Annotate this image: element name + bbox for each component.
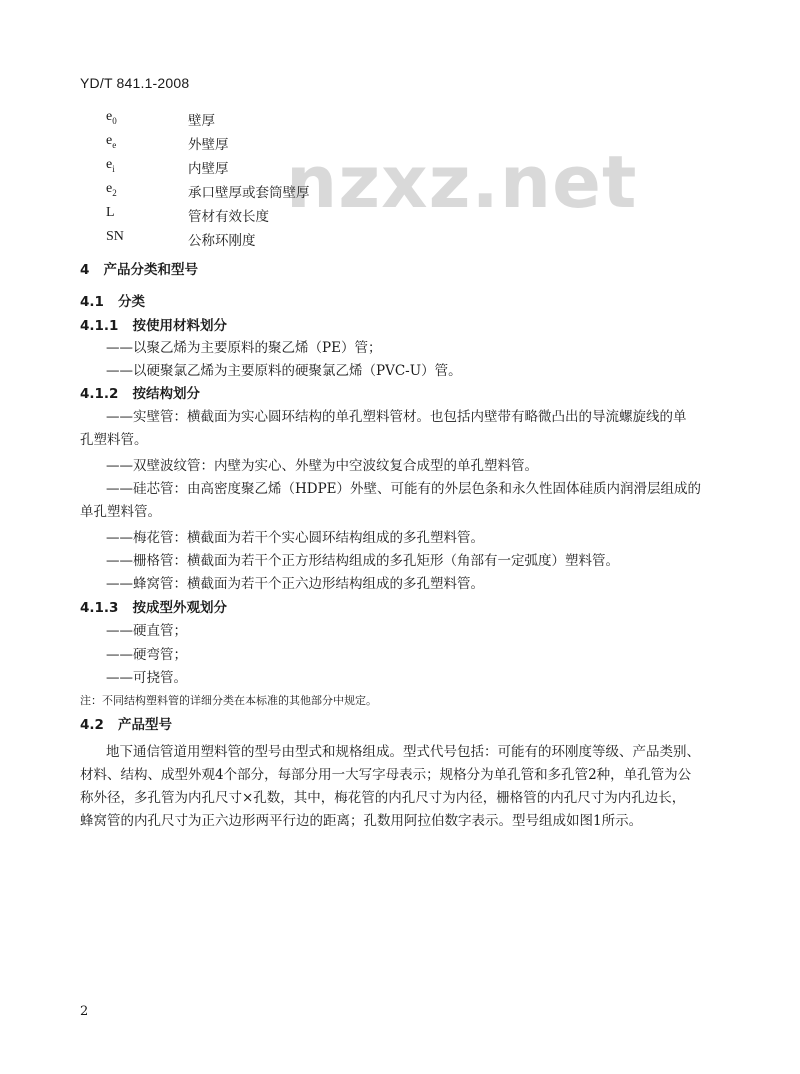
symbol-e2: $e_2$ [106, 181, 117, 198]
list-item-double-wall: ——双壁波纹管：内壁为实心、外壁为中空波纹复合成型的单孔塑料管。 [106, 458, 538, 474]
watermark: nzxz.net [286, 140, 638, 224]
symbol-sn-desc: 公称环刚度 [188, 233, 256, 249]
paragraph-line: 地下通信管道用塑料管的型号由型式和规格组成。型式代号包括：可能有的环刚度等级、产品类别、 [106, 744, 700, 760]
section-4-1-heading: 4.1 分类 [80, 294, 146, 310]
section-4-1-1-heading: 4.1.1 按使用材料划分 [80, 318, 228, 334]
symbol-e0-desc: 壁厚 [188, 113, 215, 129]
section-4-2-heading: 4.2 产品型号 [80, 717, 173, 733]
document-id-header: YD/T 841.1-2008 [80, 75, 190, 91]
list-item-silicon-core-cont: 单孔塑料管。 [80, 504, 161, 520]
list-item: ——硬直管； [106, 623, 187, 639]
section-4-1-2-heading: 4.1.2 按结构划分 [80, 386, 201, 402]
note: 注：不同结构塑料管的详细分类在本标准的其他部分中规定。 [80, 694, 377, 707]
list-item-honeycomb: ——蜂窝管：横截面为若干个正六边形结构组成的多孔塑料管。 [106, 576, 484, 592]
list-item-plum: ——梅花管：横截面为若干个实心圆环结构组成的多孔塑料管。 [106, 530, 484, 546]
list-item: ——硬弯管； [106, 647, 187, 663]
paragraph-line: 蜂窝管的内孔尺寸为正六边形两平行边的距离；孔数用阿拉伯数字表示。型号组成如图1所示。 [80, 813, 643, 829]
page-number: 2 [80, 1004, 89, 1019]
paragraph-line: 材料、结构、成型外观4个部分，每部分用一大写字母表示；规格分为单孔管和多孔管2种，单孔管为公 [80, 767, 692, 783]
symbol-ei-desc: 内壁厚 [188, 161, 229, 177]
list-item: ——可挠管。 [106, 670, 187, 686]
list-item-grid: ——栅格管：横截面为若干个正方形结构组成的多孔矩形（角部有一定弧度）塑料管。 [106, 553, 619, 569]
list-item-silicon-core: ——硅芯管：由高密度聚乙烯（HDPE）外壁、可能有的外层色条和永久性固体硅质内润滑层组成的 [106, 481, 702, 497]
symbol-e0: $e_0$ [106, 109, 117, 126]
section-4-1-3-heading: 4.1.3 按成型外观划分 [80, 600, 228, 616]
list-item-solid-wall-cont: 孔塑料管。 [80, 432, 148, 448]
symbol-e2-desc: 承口壁厚或套筒壁厚 [188, 185, 310, 201]
paragraph-line: 称外径，多孔管为内孔尺寸×孔数，其中，梅花管的内孔尺寸为内径，栅格管的内孔尺寸为内孔边长， [80, 790, 686, 806]
symbol-ee-desc: 外壁厚 [188, 137, 229, 153]
symbol-sn: SN [106, 229, 124, 244]
list-item: ——以聚乙烯为主要原料的聚乙烯（PE）管； [106, 340, 382, 356]
symbol-ee: $e_e$ [106, 133, 117, 150]
list-item: ——以硬聚氯乙烯为主要原料的硬聚氯乙烯（PVC-U）管。 [106, 363, 462, 379]
list-item-solid-wall: ——实壁管：横截面为实心圆环结构的单孔塑料管材。也包括内壁带有略微凸出的导流螺旋线的单 [106, 409, 687, 425]
symbol-l: L [106, 205, 115, 220]
symbol-l-desc: 管材有效长度 [188, 209, 269, 225]
section-4-heading: 4 产品分类和型号 [80, 262, 199, 278]
symbol-ei: $e_i$ [106, 157, 115, 174]
